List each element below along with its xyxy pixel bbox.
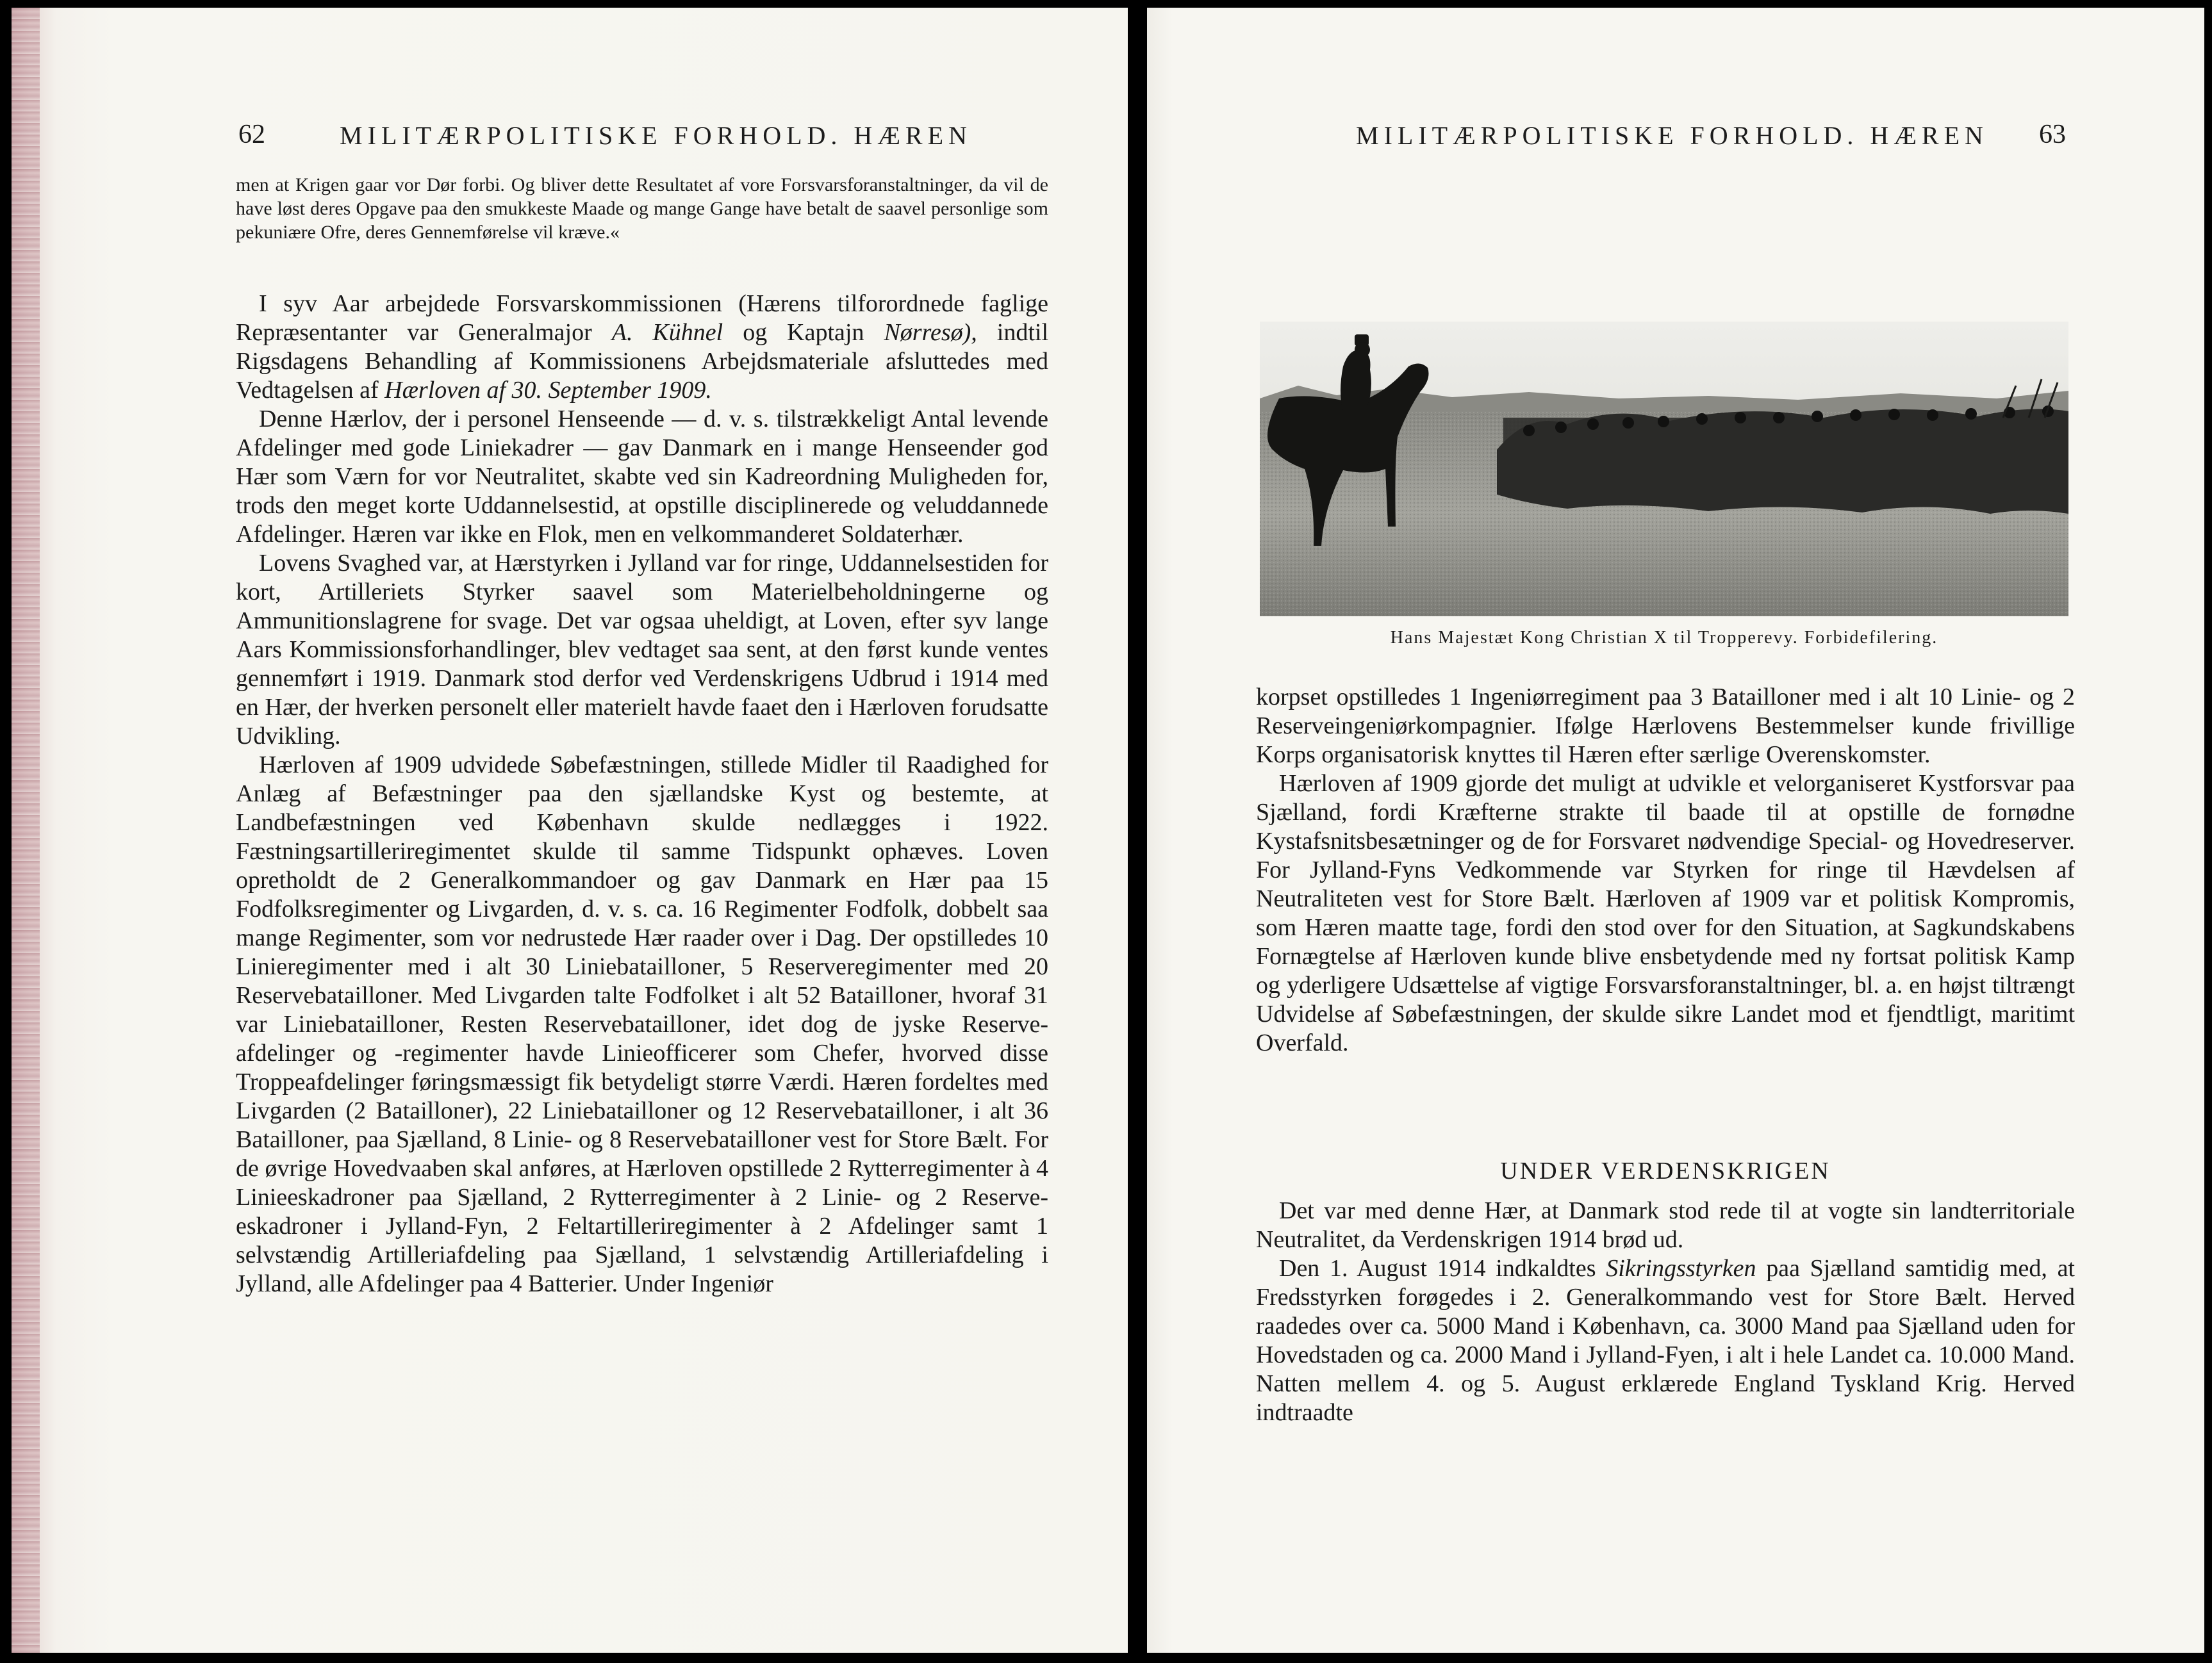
left-paragraph-1: [236, 290, 1048, 405]
left-page: [12, 8, 1128, 1653]
text-run: og Kaptajn: [723, 319, 884, 346]
quote-block: [236, 173, 1048, 244]
photograph-troop-review: [1260, 322, 2068, 616]
page-number-left: 62: [238, 120, 265, 149]
text-run: indtil Rigsdagens Behandling af Kommissionens Arbejdsmateriale afsluttedes med Vedtagelsen af: [236, 319, 1048, 404]
left-paragraph-2: Denne Hærlov, der i personel Henseende — d. v. s. tilstrækkeligt Antal levende Afdelinger med gode Liniekadrer — gav Danmark en i mange Henseender god Hær som Værn for vor Neutralitet, skabte ved sin Kadreordning Muligheden for, trods den meget korte Uddannelsestid, at opstille disciplinerede og veluddannede Afdelinger. Hæren var ikke en Flok, men en velkommanderet Soldaterhær.: [236, 406, 1048, 548]
right-paragraph-1: korpset opstilledes 1 Ingeniørregiment paa 3 Bataillоner med i alt 10 Linie- og 2 Reserveingeniørkompagnier. Ifølge Hærlovens Bestemmelser kunde frivillige Korps organisatorisk knyttes til Hæren efter særlige Overenskomster.: [1256, 684, 2075, 768]
running-head-left: MILITÆRPOLITISKE FORHOLD. HÆREN: [340, 121, 972, 150]
left-paragraph-3: Lovens Svaghed var, at Hærstyrken i Jylland var for ringe, Uddannelsestiden for kort, Artilleriets Styrker saavel som Materielbeholdningerne og Ammunitionslagrene for svage. Det var ogsaa uheldigt, at Loven, efter syv lange Aars Kommissionsforhandlinger, blev vedtaget saa sent, at den først kunde ventes gennemført i 1919. Danmark stod derfor ved Verdenskrigens Udbrud i 1914 med en Hær, der hverken personelt eller materielt havde faaet den i Hærloven forudsatte Udvikling.: [236, 550, 1048, 750]
text-run: paa Sjælland samtidig med, at Fredsstyrken forøgedes i 2. Generalkommando vest for Store Bælt. Herved raadedes over ca. 5000 Mand i København, ca. 3000 Mand paa Sjælland uden for Hovedstaden og ca. 2000 Mand i Jylland-Fyen, i alt i hele Landet ca. 10.000 Mand. Natten mellem 4. og 5. August erklærede England Tyskland Krig. Herved indtraadte: [1256, 1255, 2075, 1426]
photo-caption: Hans Majestæt Kong Christian X til Tropperevy. Forbidefilering.: [1390, 628, 1938, 648]
right-paragraph-3: Det var med denne Hær, at Danmark stod rede til at vogte sin landterritoriale Neutralitet, da Verdenskrigen 1914 brød ud.: [1256, 1197, 2075, 1253]
person-name: Nørresø),: [884, 319, 977, 346]
running-head-right: MILITÆRPOLITISKE FORHOLD. HÆREN: [1356, 121, 1988, 150]
page-edge-shading: [12, 8, 40, 1653]
left-paragraph-4: Hærloven af 1909 udvidede Søbefæstningen, stillede Midler til Raadighed for Anlæg af Befæstninger paa den sjællandske Kyst og bestemte, at Landbefæstningen ved København skulde nedlægges i 1922. Fæstningsartilleriregimentet skulde til samme Tidspunkt ophæves. Loven opretholdt de 2 Generalkommandoer og gav Danmark en Hær paa 15 Fodfolksregimenter og Livgarden, d. v. s. ca. 16 Regimenter Fodfolk, dobbelt saa mange Regimenter, som vor nedrustede Hær raader over i Dag. Der opstilledes 10 Linieregimenter med i alt 30 Liniebataillоner, 5 Reserveregimenter med 20 Reservebataillоner. Med Livgarden talte Fodfolket i alt 52 Bataillоner, hvoraf 31 var Liniebataillоner, Resten Reservebataillоner, idet dog de jyske Reserveafdelinger og -regimenter havde Linieofficerer som Chefer, hvorved disse Troppeafdelinger føringsmæssigt fik betydeligt større Værdi. Hæren fordeltes med Livgarden (2 Bataillоner), 22 Liniebataillоner og 12 Reservebataillоner, i alt 36 Bataillоner, paa Sjælland, 8 Linie- og 8 Reservebataillоner vest for Store Bælt. For de øvrige Hovedvaaben skal anføres, at Hærloven opstillede 2 Rytterregimenter à 4 Linieeskadroner paa Sjælland, 2 Rytterregimenter à 2 Linie- og 2 Reserveeskadroner i Jylland-Fyn, 2 Feltartilleriregimenter à 2 Afdelinger samt 1 selvstændig Artilleriafdeling paa Sjælland, 1 selvstændig Artilleriafdeling i Jylland, alle Afdelinger paa 4 Batterier. Under Ingeniør: [236, 751, 1048, 1297]
right-paragraph-4: [1256, 1254, 2075, 1427]
right-page: [1147, 8, 2204, 1653]
right-body-text-1: [1256, 683, 2075, 1058]
person-name: A. Kühnel: [611, 319, 723, 346]
text-run: Den 1. August 1914 indkaldtes: [1279, 1255, 1606, 1282]
left-body-text: [236, 290, 1048, 1298]
emphasized-term: Sikringsstyrken: [1606, 1255, 1756, 1282]
text-run: I syv Aar arbejdede Forsvarskommissionen (Hærens tilforordnede faglige Repræsentanter var Generalmajor: [236, 290, 1048, 346]
right-body-text-2: [1256, 1197, 2075, 1427]
law-title: Hærloven af 30. September 1909.: [384, 377, 712, 404]
section-heading: UNDER VERDENSKRIGEN: [1500, 1158, 1831, 1184]
quote-text: men at Krigen gaar vor Dør forbi. Og bliver dette Resultatet af vore Forsvarsforanstaltninger, da vil de have løst deres Opgave paa den smukkeste Maade og mange Gange have betalt de saavel personlige som pekuniære Ofre, deres Gennemførelse vil kræve.«: [236, 174, 1048, 243]
page-number-right: 63: [2039, 120, 2066, 149]
right-paragraph-2: Hærloven af 1909 gjorde det muligt at udvikle et velorganiseret Kystforsvar paa Sjælland, fordi Kræfterne strakte til baade til at opstille de fornødne Kystafsnitsbesætninger og de for Forsvaret nødvendige Special- og Hovedreserver. For Jylland-Fyns Vedkommende var Styrken for ringe til Hævdelsen af Neutraliteten vest for Store Bælt. Hærloven af 1909 var et politisk Kompromis, som Hæren maatte tage, fordi den stod over for den Situation, at Sagkundskabens Fornægtelse af Hærloven kunde blive ensbetydende med ny fortsat politisk Kamp og yderligere Udsættelse af vigtige Forsvarsforanstaltninger, bl. a. en højst tiltrængt Udvidelse af Søbefæstningen, der skulde sikre Landet mod et fjendtligt, maritimt Overfald.: [1256, 770, 2075, 1056]
